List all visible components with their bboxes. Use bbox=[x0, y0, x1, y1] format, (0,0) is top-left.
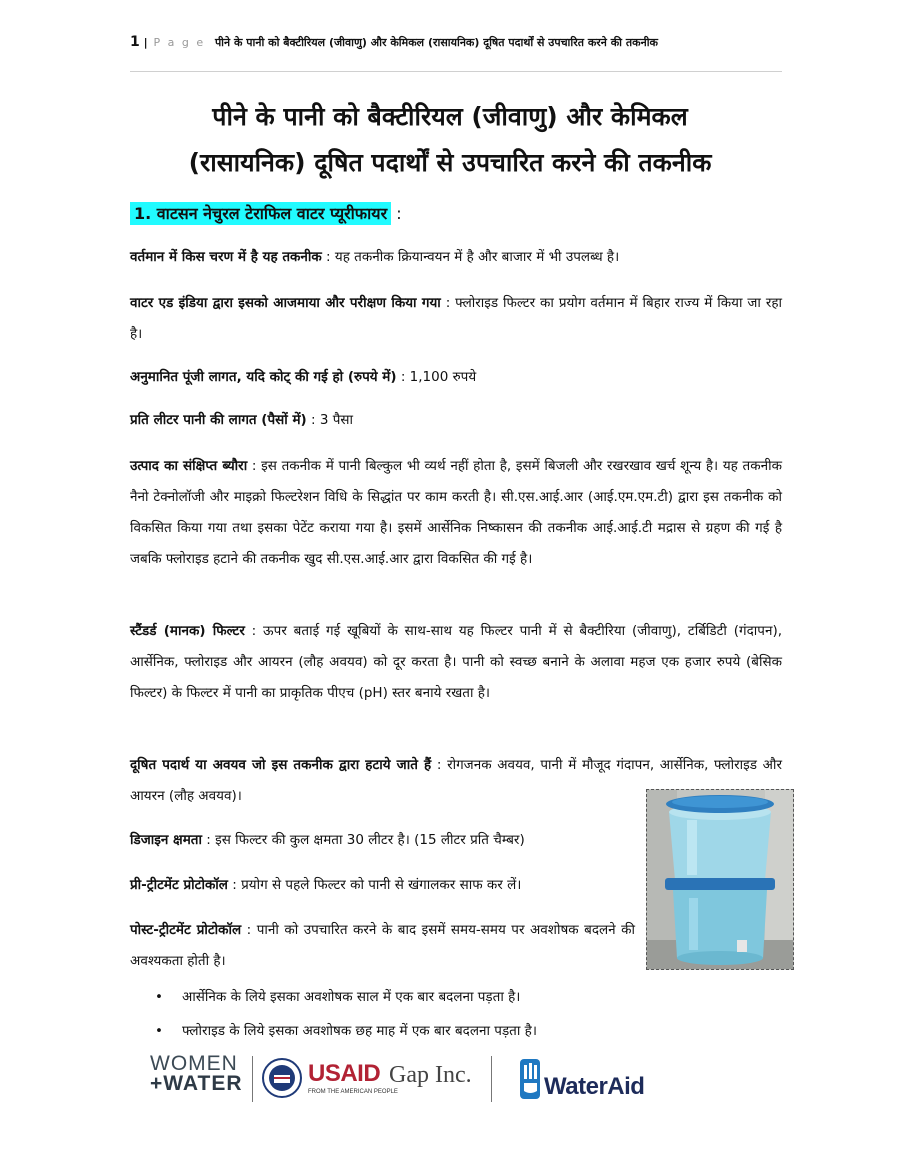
bullet-icon: • bbox=[155, 989, 163, 1005]
wateraid-logo bbox=[518, 1055, 668, 1105]
para-text: : पानी को उपचारित करने के बाद इसमें समय-समय पर अवशोषक बदलने की अवश्यकता होती है। bbox=[130, 922, 635, 969]
women-water-line-1: WOMEN bbox=[150, 1052, 238, 1075]
para-cost-per-litre bbox=[130, 405, 782, 436]
para-label: स्टैंडर्ड (मानक) फिल्टर bbox=[130, 623, 245, 639]
para-text: : प्रयोग से पहले फिल्टर को पानी से खंगालकर साफ कर लें। bbox=[227, 877, 522, 893]
para-text: : 3 पैसा bbox=[306, 412, 354, 428]
para-text: : यह तकनीक क्रियान्वयन में है और बाजार में भी उपलब्ध है। bbox=[321, 249, 620, 265]
gap-inc-logo: Gap Inc. bbox=[389, 1062, 472, 1088]
list-item-text: आर्सेनिक के लिये इसका अवशोषक साल में एक बार बदलना पड़ता है। bbox=[182, 989, 521, 1005]
para-post-treatment bbox=[130, 915, 635, 977]
para-text: : फ्लोराइड फिल्टर का प्रयोग वर्तमान में बिहार राज्य में किया जा रहा है। bbox=[130, 295, 783, 342]
para-design-capacity bbox=[130, 825, 640, 856]
section-heading-colon: : bbox=[391, 204, 402, 223]
header-separator: | bbox=[143, 36, 148, 49]
wateraid-wordmark: WaterAid bbox=[544, 1073, 645, 1100]
para-product-summary bbox=[130, 451, 782, 575]
para-label: अनुमानित पूंजी लागत, यदि कोट् की गई हो (रुपये में) bbox=[130, 369, 397, 385]
para-label: उत्पाद का संक्षिप्त ब्यौरा bbox=[130, 458, 248, 474]
list-item-text: फ्लोराइड के लिये इसका अवशोषक छह माह में एक बार बदलना पड़ता है। bbox=[182, 1023, 537, 1039]
usaid-wordmark: USAID bbox=[308, 1060, 381, 1087]
logo-divider bbox=[252, 1056, 253, 1102]
title-line-2: (रासायनिक) दूषित पदार्थों से उपचारित करने की तकनीक bbox=[188, 148, 712, 177]
para-text: : रोगजनक अवयव, पानी में मौजूद गंदापन, आर्सेनिक, फ्लोराइड और आयरन (लौह अवयव)। bbox=[130, 757, 782, 804]
usaid-logo bbox=[262, 1058, 398, 1102]
footer-logos bbox=[140, 1048, 700, 1118]
bullet-icon: • bbox=[155, 1023, 163, 1039]
header-rule bbox=[130, 71, 782, 72]
para-label: प्रति लीटर पानी की लागत (पैसों में) bbox=[130, 412, 307, 428]
para-text: : इस फिल्टर की कुल क्षमता 30 लीटर है। (15 लीटर प्रति चैम्बर) bbox=[202, 832, 525, 848]
section-heading-highlight: 1. वाटसन नेचुरल टेराफिल वाटर प्यूरीफायर bbox=[130, 202, 391, 225]
absorbent-replacement-list bbox=[155, 980, 755, 1048]
para-current-stage bbox=[130, 242, 782, 273]
women-water-logo bbox=[150, 1054, 243, 1094]
wateraid-drop-icon bbox=[518, 1057, 542, 1101]
para-pre-treatment bbox=[130, 870, 640, 901]
women-water-line-2: +WATER bbox=[150, 1072, 243, 1095]
running-header bbox=[130, 34, 780, 51]
logo-divider bbox=[491, 1056, 492, 1102]
water-filter-illustration bbox=[647, 790, 793, 969]
list-item bbox=[155, 1014, 755, 1048]
para-label: डिजाइन क्षमता bbox=[130, 832, 202, 848]
para-standard-filter bbox=[130, 616, 782, 709]
list-item bbox=[155, 980, 755, 1014]
para-capital-cost bbox=[130, 362, 782, 393]
para-label: प्री-ट्रीटमेंट प्रोटोकॉल bbox=[130, 877, 228, 893]
para-wateraid-trial bbox=[130, 288, 782, 350]
header-title: पीने के पानी को बैक्टीरियल (जीवाणु) और केमिकल (रासायनिक) दूषित पदार्थों से उपचारित करने की तकनीक bbox=[214, 36, 658, 49]
para-text: : 1,100 रुपये bbox=[396, 369, 477, 385]
para-label: वर्तमान में किस चरण में है यह तकनीक bbox=[130, 249, 322, 265]
page-word: P a g e bbox=[153, 36, 206, 49]
section-heading bbox=[130, 200, 402, 228]
title-line-1: पीने के पानी को बैक्टीरियल (जीवाणु) और केमिकल bbox=[212, 102, 688, 131]
para-label: वाटर एड इंडिया द्वारा इसको आजमाया और परीक्षण किया गया bbox=[130, 295, 441, 311]
document-title bbox=[100, 94, 800, 186]
para-text: : इस तकनीक में पानी बिल्कुल भी व्यर्थ नहीं होता है, इसमें बिजली और रखरखाव खर्च शून्य है। यह तकनीक नैनो टेक्नोलॉजी और माइक्रो फिल्टरेशन विधि के सिद्धांत पर काम करती है। सी.एस.आई.आर (आई.एम.एम.टी) द्वारा इस तकनीक को विकसित किया गया तथा इसका पेटेंट कराया गया है। इसमें आर्सेनिक निष्कासन की तकनीक आई.आई.टी मद्रास से ग्रहण की गई है जबकि फ्लोराइड हटाने की तकनीक खुद सी.एस.आई.आर द्वारा विकसित की गई है। bbox=[130, 458, 782, 567]
para-label: पोस्ट-ट्रीटमेंट प्रोटोकॉल bbox=[130, 922, 242, 938]
page-number: 1 bbox=[130, 34, 140, 50]
usaid-seal-icon bbox=[262, 1058, 302, 1098]
para-label: दूषित पदार्थ या अवयव जो इस तकनीक द्वारा हटाये जाते हैं bbox=[130, 757, 432, 773]
usaid-tagline: FROM THE AMERICAN PEOPLE bbox=[308, 1089, 398, 1095]
para-text: : ऊपर बताई गई खूबियों के साथ-साथ यह फिल्टर पानी में से बैक्टीरिया (जीवाणु), टर्बिडिटी (गंदापन), आर्सेनिक, फ्लोराइड और आयरन (लौह अवयव) को दूर करता है। पानी को स्वच्छ बनाने के अलावा महज एक हजार रुपये (बेसिक फिल्टर) के फिल्टर में पानी का प्राकृतिक पीएच (pH) स्तर बनाये रखता है। bbox=[130, 623, 782, 701]
water-filter-photo bbox=[646, 789, 794, 970]
